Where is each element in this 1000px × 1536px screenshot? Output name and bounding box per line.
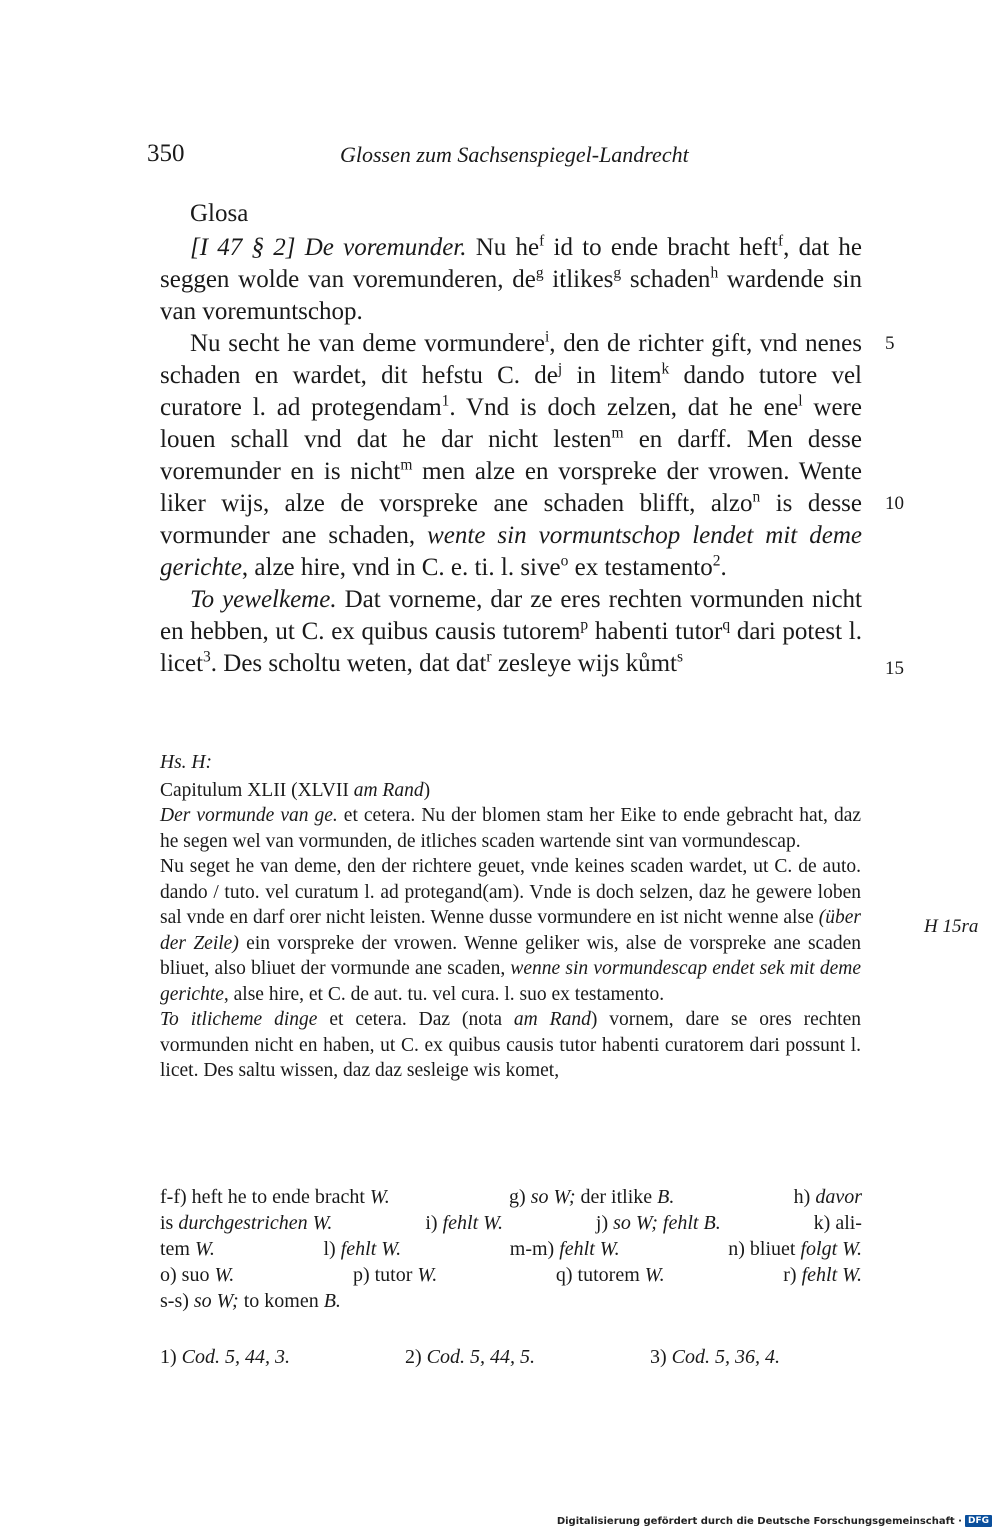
apparatus-entry: n) bliuet folgt W.: [728, 1238, 862, 1260]
manuscript-chapter: Capitulum XLII (XLVII am Rand): [160, 779, 431, 801]
apparatus-entry: q) tutorem W.: [555, 1264, 665, 1286]
manuscript-paragraph-1: Der vormunde van ge. et cetera. Nu der blomen stam her Eike to ende gebracht hat, daz he segen wel van vormunden, de itliches scaden wartende sint van vormundescap.: [160, 805, 861, 852]
apparatus-entry: j) so W; fehlt B.: [595, 1212, 721, 1234]
manuscript-paragraph-3: To itlicheme dinge et cetera. Daz (nota am Rand) vornem, dare se ores rechten vormunden nicht en haben, ut C. ex quibus causis tutor habenti curatorem dari possunt l. licet. Des saltu wissen, daz daz sesleige wis komet,: [160, 1009, 861, 1081]
running-title: Glossen zum Sachsenspiegel-Landrecht: [340, 142, 689, 167]
glosa-main-text: [160, 198, 862, 680]
line-number-10: 10: [885, 493, 904, 514]
manuscript-label: Hs. H:: [160, 752, 212, 773]
digitization-credit: [557, 1515, 992, 1527]
footnote-1: 1) Cod. 5, 44, 3.: [160, 1346, 291, 1368]
manuscript-paragraph-2: Nu seget he van deme, den der richtere geuet, vnde keines scaden wardet, ut C. de auto. dando / tuto. vel curatum l. ad protegand(am). Vnde is doch selzen, daz he gewere loben sal vnde en darf orer nicht leisten. Wenne dusse vormundere en ist nicht wenne alse (über der Zeile) ein vorspreke der vrowen. Wenne geliker wis, alse de vorspreke ane scaden bliuet, also bliuet der vormunde ane scaden, wenne sin vormundescap endet sek mit deme gerichte, alse hire, et C. de aut. tu. vel cura. l. suo ex testamento.: [160, 856, 862, 1005]
apparatus-entry: tem W.: [160, 1238, 215, 1260]
apparatus-entry: p) tutor W.: [352, 1264, 438, 1286]
apparatus-entry: f-f) heft he to ende bracht W.: [160, 1186, 390, 1208]
apparatus-row: [160, 1210, 862, 1236]
manuscript-h-text: [160, 750, 861, 1084]
footnote-row: [160, 1346, 780, 1369]
glosa-heading: Glosa: [190, 200, 249, 227]
apparatus-entry: l) fehlt W.: [323, 1238, 402, 1260]
line-number-15: 15: [885, 658, 904, 679]
digitization-text: Digitalisierung gefördert durch die Deutsche Forschungsgemeinschaft ·: [556, 1515, 962, 1527]
apparatus-entry: s-s) so W; to komen B.: [160, 1290, 341, 1312]
apparatus-row: [160, 1184, 862, 1210]
apparatus-entry: r) fehlt W.: [783, 1264, 862, 1286]
critical-apparatus: [160, 1184, 862, 1314]
glosa-paragraph-2: Nu secht he van deme vormundere$^i$, den de richter gift, vnd nenes schaden en wardet, dit hefstu C. $de^j$ in litem$^k$ dando tutore vel curatore l. ad protegendam$^1$. Vnd is doch zelzen, dat he ene$^l$ were louen schall vnd dat he dar nicht lesten$^m$ en darff. Men desse voremunder en is nicht$^m$ men alze en vorspreke der vrowen. Wente liker wijs, alze de vorspreke ane schaden blifft, alzo$^n$ is desse vormunder ane schaden, wente sin vormuntschop lendet mit deme gerichte, alze hire, vnd in C. e. ti. l. sive$^o$ ex testamento$^2$.: [160, 328, 863, 581]
glosa-paragraph-3: To yewelkeme. Dat vorneme, dar ze eres rechten vormunden nicht en hebben, ut C. ex quibus causis tutorem$^p$ habenti tutor$^q$ dari potest l. licet$^3$. Des scholtu weten, dat dat$^r$ zesleye wijs kůmt$^s$: [160, 586, 862, 677]
apparatus-entry: k) ali-: [813, 1212, 862, 1234]
apparatus-entry: g) so W; der itlike B.: [509, 1186, 675, 1208]
apparatus-entry: is durchgestrichen W.: [160, 1212, 333, 1234]
footnote-3: 3) Cod. 5, 36, 4.: [649, 1346, 780, 1368]
footnote-2: 2) Cod. 5, 44, 5.: [404, 1346, 535, 1368]
margin-folio-note: H 15ra: [924, 916, 979, 937]
apparatus-row: [160, 1288, 862, 1314]
apparatus-row: [160, 1262, 862, 1288]
line-number-5: 5: [885, 333, 895, 354]
glosa-paragraph-1: [I 47 § 2] De voremunder. Nu $he^f$ id to ende bracht heft$^f$, dat he seggen wolde van voremunderen, $de^g$ itlikes$^g$ schaden$^h$ wardende sin van voremuntschop.: [160, 232, 863, 325]
apparatus-entry: i) fehlt W.: [425, 1212, 503, 1234]
apparatus-row: [160, 1236, 862, 1262]
page-number: 350: [147, 140, 185, 167]
apparatus-entry: m-m) fehlt W.: [509, 1238, 620, 1260]
apparatus-entry: o) suo W.: [160, 1264, 235, 1286]
dfg-logo: DFG: [965, 1515, 992, 1527]
apparatus-entry: h) davor: [793, 1186, 862, 1208]
source-footnotes: [160, 1346, 780, 1369]
